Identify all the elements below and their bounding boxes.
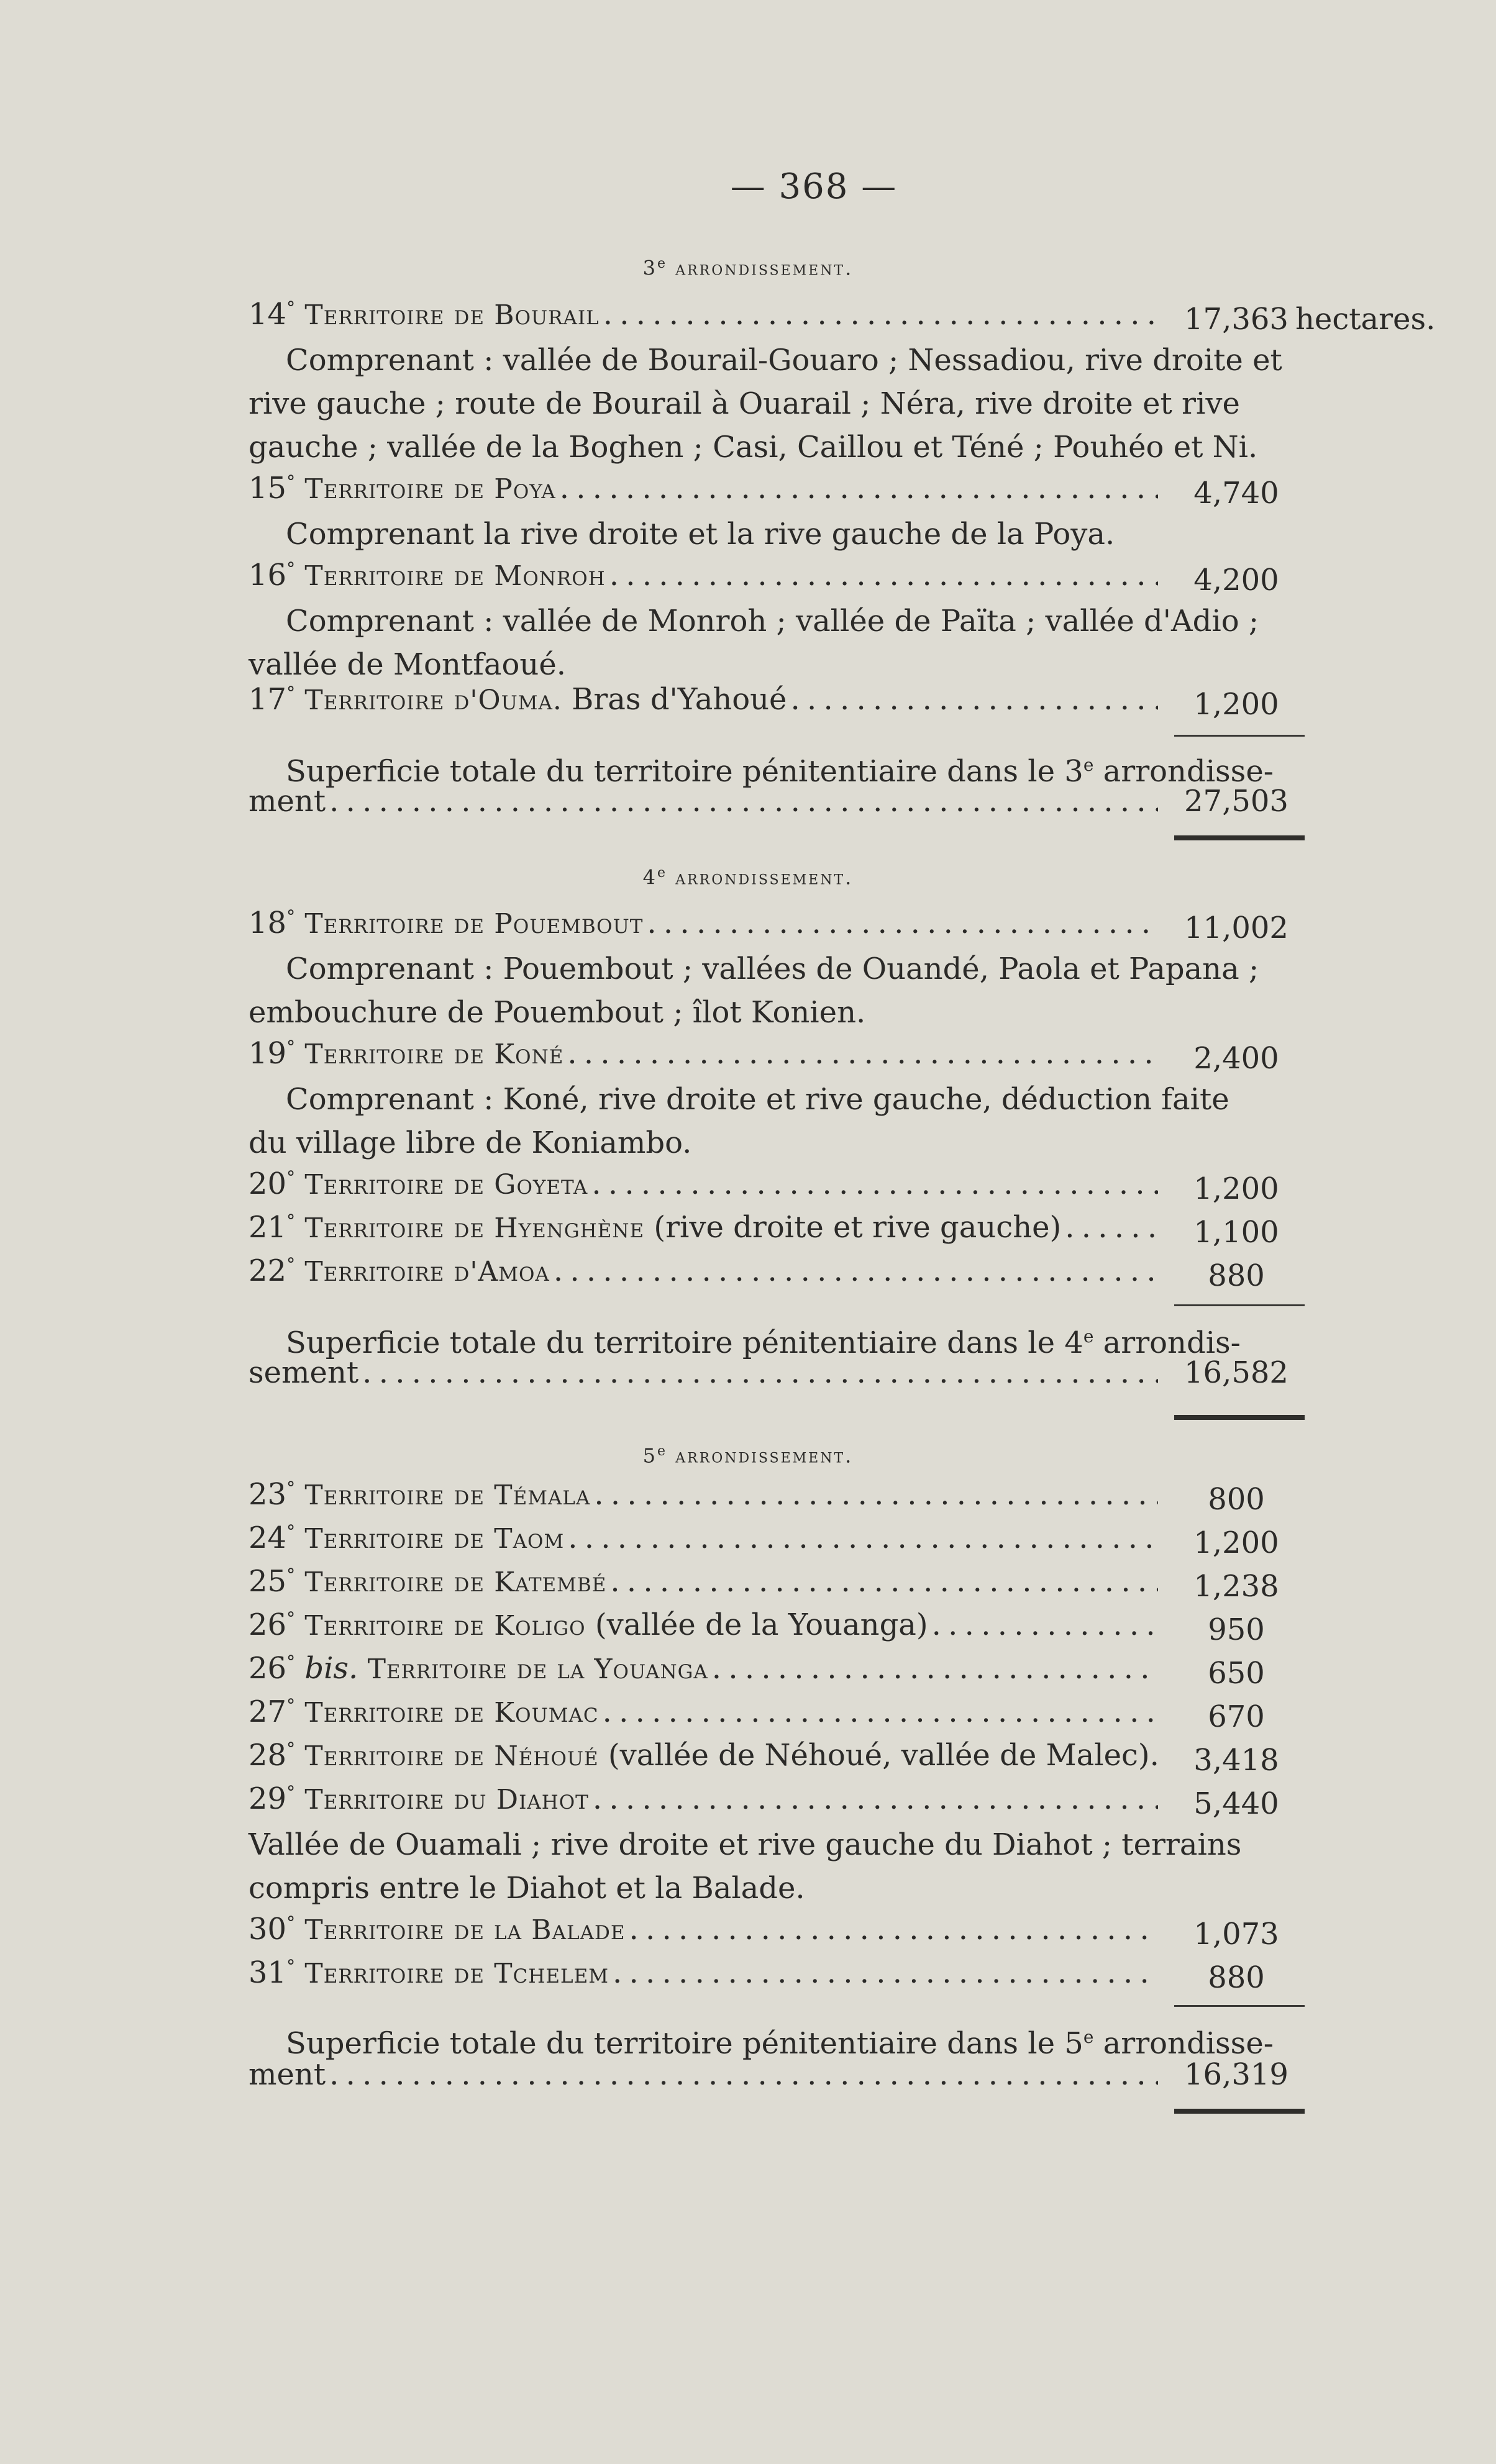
entry-hyenghene: 21° Territoire de Hyenghène (rive droite et rive gauche) . . . <box>249 1210 1162 1260</box>
value-amoa: 880 <box>1208 1258 1265 1293</box>
sum-rule <box>1174 1304 1305 1306</box>
section-heading-3: 3e arrondissement. <box>642 256 854 280</box>
section-heading-4: 4e arrondissement. <box>642 865 854 889</box>
entry-goyeta: 20° Territoire de Goyeta . . . <box>249 1166 1162 1216</box>
value-koumac: 670 <box>1208 1699 1265 1734</box>
value-hyenghene: 1,100 <box>1193 1215 1279 1250</box>
entry-pouembout: 18° Territoire de Pouembout . . . <box>249 906 1162 955</box>
entry-tchelem: 31° Territoire de Tchelem . . . <box>249 1955 1162 2005</box>
desc-pouembout-1: Comprenant : Pouembout ; vallées de Ouandé, Paola et Papana ; <box>286 952 1259 986</box>
desc-bourail-3: gauche ; vallée de la Boghen ; Casi, Caillou et Téné ; Pouhéo et Ni. <box>249 430 1258 465</box>
value-kone: 2,400 <box>1193 1041 1279 1076</box>
total-5-line2: ment . . . <box>249 2057 1162 2107</box>
total-value-3: 27,503 <box>1184 784 1288 819</box>
total-3-line2: ment . . . <box>249 784 1162 834</box>
desc-pouembout-2: embouchure de Pouembout ; îlot Konien. <box>249 995 866 1030</box>
entry-koligo: 26° Territoire de Koligo (vallée de la Youanga) . . . <box>249 1607 1162 1657</box>
value-katembe: 1,238 <box>1193 1569 1279 1604</box>
total-4-line2: sement . . . <box>249 1355 1162 1405</box>
section-heading-5: 5e arrondissement. <box>642 1443 854 1468</box>
entry-amoa: 22° Territoire d'Amoa . . . <box>249 1253 1162 1303</box>
entry-ouma: 17° Territoire d'Ouma. Bras d'Yahoué . . . <box>249 682 1162 732</box>
total-rule <box>1174 1415 1305 1420</box>
entry-taom: 24° Territoire de Taom . . . <box>249 1521 1162 1570</box>
entry-katembe: 25° Territoire de Katembé . . . <box>249 1564 1162 1614</box>
desc-kone-2: du village libre de Koniambo. <box>249 1125 692 1160</box>
value-youanga: 650 <box>1208 1656 1265 1691</box>
entry-koumac: 27° Territoire de Koumac . . . <box>249 1694 1162 1744</box>
desc-diahot-1: Vallée de Ouamali ; rive droite et rive gauche du Diahot ; terrains <box>249 1827 1242 1862</box>
desc-monroh-2: vallée de Montfaoué. <box>249 647 567 682</box>
value-diahot: 5,440 <box>1193 1786 1279 1821</box>
value-temala: 800 <box>1208 1482 1265 1517</box>
total-value-5: 16,319 <box>1184 2057 1288 2092</box>
entry-poya: 15° Territoire de Poya . . . <box>249 471 1162 521</box>
total-value-4: 16,582 <box>1184 1355 1288 1390</box>
entry-kone: 19° Territoire de Koné . . . <box>249 1036 1162 1086</box>
desc-bourail-1: Comprenant : vallée de Bourail-Gouaro ; Nessadiou, rive droite et <box>286 343 1282 378</box>
desc-kone-1: Comprenant : Koné, rive droite et rive gauche, déduction faite <box>286 1082 1229 1117</box>
sum-rule <box>1174 735 1305 737</box>
desc-poya: Comprenant la rive droite et la rive gauche de la Poya. <box>286 517 1115 552</box>
value-nehoue: 3,418 <box>1193 1743 1279 1778</box>
value-tchelem: 880 <box>1208 1960 1265 1995</box>
value-ouma: 1,200 <box>1193 687 1279 722</box>
entry-diahot: 29° Territoire du Diahot . . . <box>249 1781 1162 1831</box>
value-taom: 1,200 <box>1193 1525 1279 1560</box>
sum-rule <box>1174 2005 1305 2007</box>
unit-label: hectares. <box>1295 302 1436 337</box>
value-pouembout: 11,002 <box>1184 911 1288 945</box>
page-number: — 368 — <box>730 166 898 207</box>
entry-balade: 30° Territoire de la Balade . . . <box>249 1912 1162 1962</box>
total-4-line1: Superficie totale du territoire pénitentiaire dans le 4e arrondis- <box>286 1325 1241 1360</box>
entry-bourail: 14° Territoire de Bourail . . . <box>249 297 1162 347</box>
total-3-line1: Superficie totale du territoire pénitentiaire dans le 3e arrondisse- <box>286 754 1274 789</box>
total-rule <box>1174 2109 1305 2114</box>
total-rule <box>1174 835 1305 840</box>
desc-bourail-2: rive gauche ; route de Bourail à Ouarail ; Néra, rive droite et rive <box>249 386 1240 421</box>
value-poya: 4,740 <box>1193 476 1279 511</box>
value-koligo: 950 <box>1208 1612 1265 1647</box>
value-goyeta: 1,200 <box>1193 1171 1279 1206</box>
entry-nehoue: 28° Territoire de Néhoué (vallée de Néhoué, vallée de Malec). <box>249 1738 1159 1773</box>
desc-monroh-1: Comprenant : vallée de Monroh ; vallée de Païta ; vallée d'Adio ; <box>286 604 1259 639</box>
desc-diahot-2: compris entre le Diahot et la Balade. <box>249 1871 805 1906</box>
value-monroh: 4,200 <box>1193 563 1279 598</box>
value-bourail: 17,363 <box>1184 302 1288 337</box>
total-5-line1: Superficie totale du territoire pénitentiaire dans le 5e arrondisse- <box>286 2026 1274 2061</box>
entry-monroh: 16° Territoire de Monroh . . . <box>249 558 1162 607</box>
entry-temala: 23° Territoire de Témala . . . <box>249 1477 1162 1527</box>
value-balade: 1,073 <box>1193 1917 1279 1952</box>
entry-youanga: 26° bis. Territoire de la Youanga . . . <box>249 1651 1162 1701</box>
